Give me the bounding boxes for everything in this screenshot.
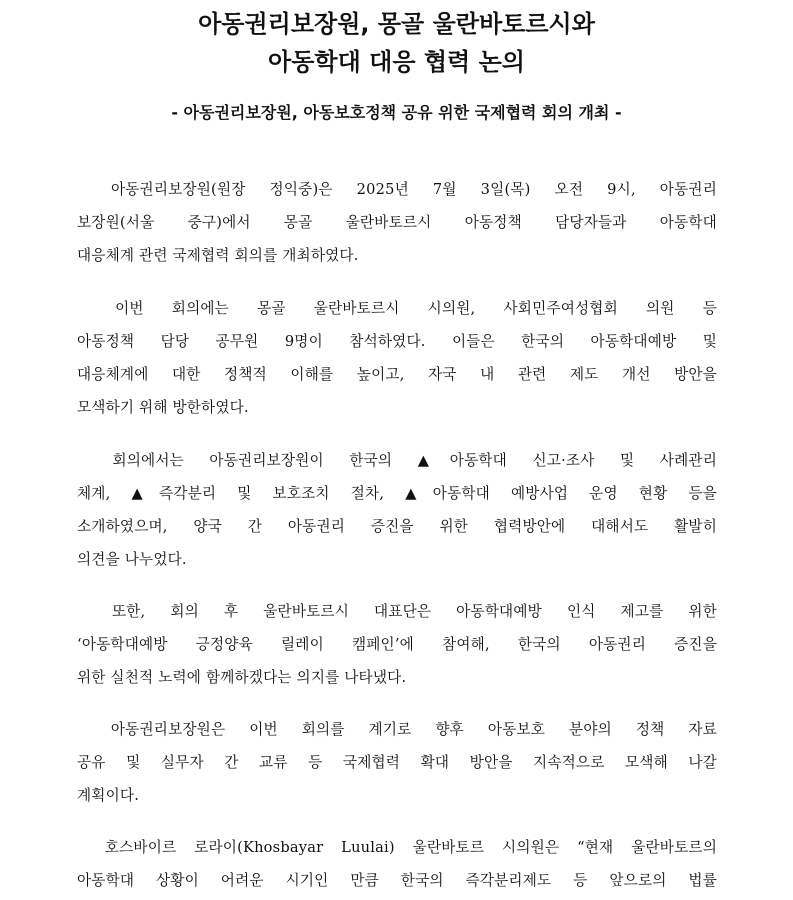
paragraph-2 [77, 292, 717, 424]
paragraph-line: 대응체계에 대한 정책적 이해를 높이고, 자국 내 관련 제도 개선 방안을 [77, 366, 717, 383]
paragraph-line: 회의에서는 아동권리보장원이 한국의 ▲아동학대 신고·조사 및 사례관리 [77, 452, 717, 469]
paragraph-5 [77, 713, 717, 812]
paragraph-line: 아동권리보장원은 이번 회의를 계기로 향후 아동보호 분야의 정책 자료 [77, 721, 717, 738]
paragraph-4 [77, 595, 717, 694]
paragraph-line: ‘아동학대예방 긍정양육 릴레이 캠페인’에 참여해, 한국의 아동권리 증진을 [77, 636, 717, 653]
paragraph-line: 또한, 회의 후 울란바토르시 대표단은 아동학대예방 인식 제고를 위한 [77, 603, 717, 620]
paragraph-line: 호스바이르 로라이(Khosbayar Luulai) 울란바토르 시의원은 “현재 울란바토르의 [77, 839, 717, 856]
paragraph-line: 공유 및 실무자 간 교류 등 국제협력 확대 방안을 지속적으로 모색해 나갈 [77, 754, 717, 771]
paragraph-1 [77, 173, 717, 272]
headline-line-1: 아동권리보장원, 몽골 울란바토르시와 [198, 10, 595, 38]
paragraph-line: 대응체계 관련 국제협력 회의를 개최하였다. [77, 247, 359, 264]
headline-line-2: 아동학대 대응 협력 논의 [268, 48, 525, 76]
paragraph-line: 체계, ▲즉각분리 및 보호조치 절차, ▲아동학대 예방사업 운영 현황 등을 [77, 485, 717, 502]
paragraph-line: 소개하였으며, 양국 간 아동권리 증진을 위한 협력방안에 대해서도 활발히 [77, 518, 717, 535]
paragraph-line: 아동정책 담당 공무원 9명이 참석하였다. 이들은 한국의 아동학대예방 및 [77, 333, 717, 350]
paragraph-line: 위한 실천적 노력에 함께하겠다는 의지를 나타냈다. [77, 669, 407, 686]
paragraph-line: 보장원(서울 중구)에서 몽골 울란바토르시 아동정책 담당자들과 아동학대 [77, 214, 717, 231]
paragraph-line: 아동학대 상황이 어려운 시기인 만큼 한국의 즉각분리제도 등 앞으로의 법률 [77, 872, 717, 889]
paragraph-3 [77, 444, 717, 576]
paragraph-6 [77, 831, 717, 897]
paragraph-line: 의견을 나누었다. [77, 551, 187, 568]
subheadline: - 아동권리보장원, 아동보호정책 공유 위한 국제협력 회의 개최 - [171, 103, 622, 122]
paragraph-line: 모색하기 위해 방한하였다. [77, 399, 249, 416]
paragraph-line: 아동권리보장원(원장 정익중)은 2025년 7월 3일(목) 오전 9시, 아동권리 [77, 181, 717, 198]
paragraph-line: 계획이다. [77, 787, 140, 804]
paragraph-line: 이번 회의에는 몽골 울란바토르시 시의원, 사회민주여성협회 의원 등 [77, 300, 717, 317]
